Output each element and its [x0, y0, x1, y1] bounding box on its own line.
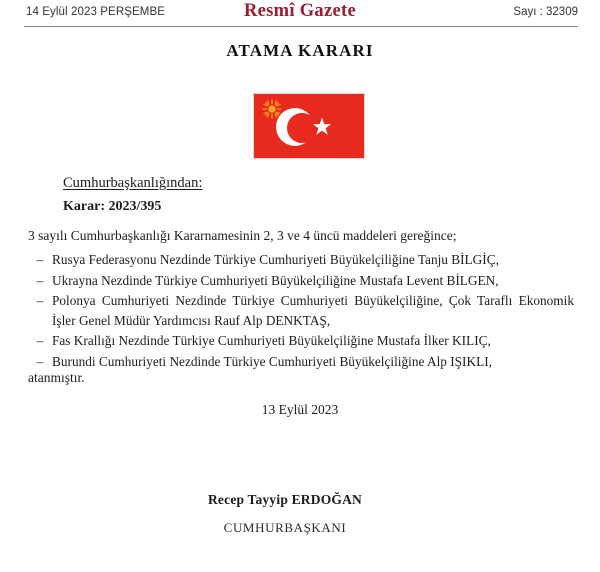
- dash-bullet-icon: –: [36, 272, 44, 288]
- appointment-list: [28, 250, 574, 372]
- masthead: [0, 0, 600, 28]
- appointment-text: Burundi Cumhuriyeti Nezdinde Türkiye Cumhuriyeti Büyükelçiliğine Alp IŞIKLI,: [52, 353, 492, 369]
- list-item: [28, 352, 574, 372]
- turkish-flag-icon: [253, 93, 365, 159]
- dash-bullet-icon: –: [36, 353, 44, 369]
- masthead-divider: [24, 26, 578, 27]
- intro-paragraph: 3 sayılı Cumhurbaşkanlığı Kararnamesinin 2, 3 ve 4 üncü maddeleri gereğince;: [28, 228, 457, 243]
- appointment-text: Rusya Federasyonu Nezdinde Türkiye Cumhuriyeti Büyükelçiliğine Tanju BİLGİÇ,: [52, 252, 499, 267]
- flag-star-icon: [312, 117, 332, 137]
- dash-bullet-icon: –: [36, 293, 44, 308]
- flag-sun-emblem-icon: [262, 99, 282, 119]
- dash-bullet-icon: –: [36, 333, 44, 348]
- decision-number: Karar: 2023/395: [63, 199, 162, 214]
- appointment-text: Fas Krallığı Nezdinde Türkiye Cumhuriyeti Büyükelçiliğine Mustafa İlker KILIÇ,: [52, 333, 491, 348]
- list-item: [28, 271, 574, 291]
- appointment-text: Polonya Cumhuriyeti Nezdinde Türkiye Cumhuriyeti Büyükelçiliğine, Çok Taraflı Ekonomik İşler Genel Müdür Yardımcısı Rauf Alp DENKTAŞ,: [52, 293, 574, 328]
- masthead-date: 14 Eylül 2023 PERŞEMBE: [26, 6, 165, 18]
- dash-bullet-icon: –: [36, 252, 44, 267]
- masthead-title: Resmî Gazete: [244, 1, 356, 21]
- closing-statement: atanmıştır.: [28, 370, 85, 385]
- signatory-name: Recep Tayyip ERDOĞAN: [207, 492, 363, 507]
- document-date: 13 Eylül 2023: [261, 402, 339, 417]
- list-item: [28, 250, 574, 270]
- issuing-authority: Cumhurbaşkanlığından:: [63, 175, 203, 191]
- list-item: [28, 331, 574, 351]
- masthead-issue-number: Sayı : 32309: [513, 6, 578, 18]
- document-title: ATAMA KARARI: [226, 41, 374, 60]
- signatory-role: CUMHURBAŞKANI: [223, 520, 347, 535]
- list-item: [28, 291, 574, 330]
- appointment-text: Ukrayna Nezdinde Türkiye Cumhuriyeti Büyükelçiliğine Mustafa Levent BİLGEN,: [52, 272, 499, 288]
